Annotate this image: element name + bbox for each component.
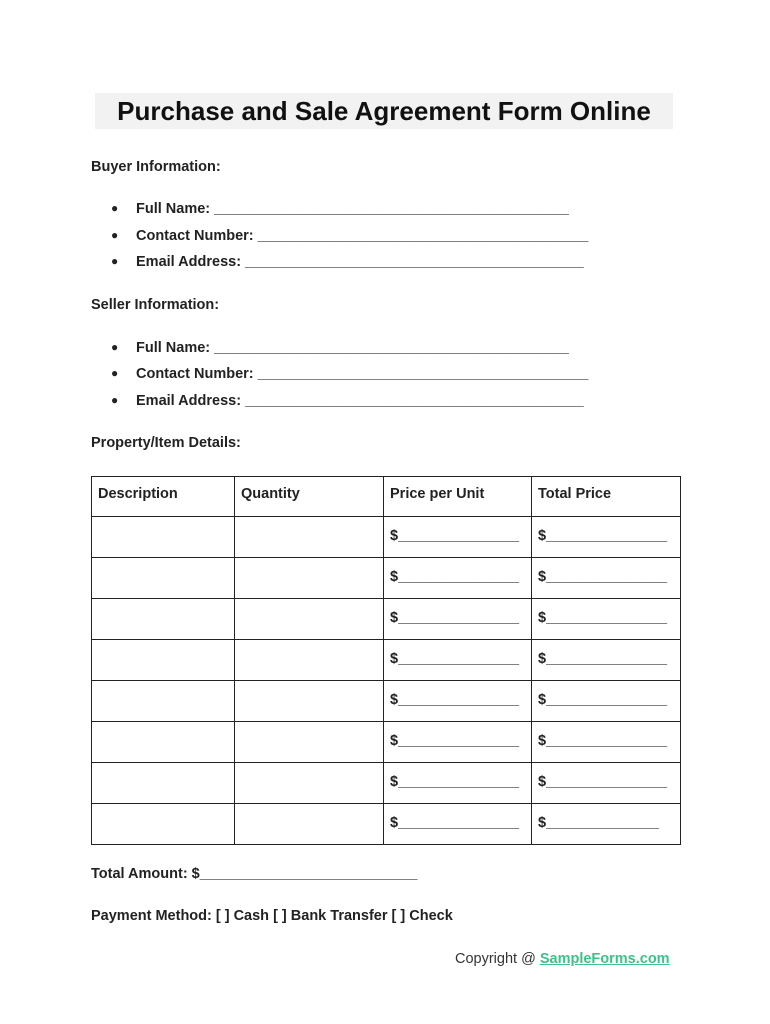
price-per-unit-cell[interactable]: $_______________: [384, 722, 532, 763]
bullet-icon: ●: [111, 228, 119, 242]
buyer-full-name-label: Full Name: ____________________________________________: [136, 201, 569, 217]
quantity-cell[interactable]: [235, 599, 384, 640]
description-cell[interactable]: [92, 681, 235, 722]
quantity-cell[interactable]: [235, 517, 384, 558]
seller-contact-number-label: Contact Number: _________________________________________: [136, 366, 589, 382]
copyright-prefix: Copyright @: [455, 951, 540, 967]
quantity-cell[interactable]: [235, 681, 384, 722]
price-per-unit-cell[interactable]: $_______________: [384, 804, 532, 845]
table-row: [92, 804, 681, 845]
table-row: [92, 722, 681, 763]
table-header-row: [92, 477, 681, 517]
table-row: [92, 763, 681, 804]
column-header-quantity: Quantity: [235, 477, 384, 517]
price-per-unit-cell[interactable]: $_______________: [384, 763, 532, 804]
total-price-cell[interactable]: $______________: [532, 804, 681, 845]
seller-full-name-label: Full Name: ____________________________________________: [136, 340, 569, 356]
buyer-heading: Buyer Information:: [91, 159, 221, 175]
seller-contact-number-field[interactable]: [111, 366, 588, 382]
total-amount-field[interactable]: Total Amount: $___________________________: [91, 866, 418, 882]
description-cell[interactable]: [92, 722, 235, 763]
seller-email-address-label: Email Address: __________________________________________: [136, 393, 584, 409]
price-per-unit-cell[interactable]: $_______________: [384, 681, 532, 722]
buyer-email-address-field[interactable]: [111, 254, 584, 270]
quantity-cell[interactable]: [235, 763, 384, 804]
seller-full-name-field[interactable]: [111, 340, 569, 356]
buyer-contact-number-label: Contact Number: _________________________________________: [136, 228, 589, 244]
property-heading: Property/Item Details:: [91, 435, 241, 451]
total-price-cell[interactable]: $_______________: [532, 722, 681, 763]
description-cell[interactable]: [92, 640, 235, 681]
total-price-cell[interactable]: $_______________: [532, 763, 681, 804]
seller-heading: Seller Information:: [91, 297, 220, 313]
total-price-cell[interactable]: $_______________: [532, 517, 681, 558]
bullet-icon: ●: [111, 393, 119, 407]
quantity-cell[interactable]: [235, 722, 384, 763]
buyer-contact-number-field[interactable]: [111, 228, 588, 244]
bullet-icon: ●: [111, 201, 119, 215]
bullet-icon: ●: [111, 366, 119, 380]
price-per-unit-cell[interactable]: $_______________: [384, 640, 532, 681]
table-row: [92, 558, 681, 599]
items-table: [91, 476, 681, 845]
table-row: [92, 599, 681, 640]
description-cell[interactable]: [92, 599, 235, 640]
buyer-email-address-label: Email Address: __________________________________________: [136, 254, 584, 270]
description-cell[interactable]: [92, 763, 235, 804]
price-per-unit-cell[interactable]: $_______________: [384, 558, 532, 599]
quantity-cell[interactable]: [235, 804, 384, 845]
table-row: [92, 640, 681, 681]
bullet-icon: ●: [111, 254, 119, 268]
total-price-cell[interactable]: $_______________: [532, 599, 681, 640]
brand-link[interactable]: SampleForms.com: [539, 951, 670, 967]
column-header-description: Description: [92, 477, 235, 517]
description-cell[interactable]: [92, 804, 235, 845]
seller-email-address-field[interactable]: [111, 393, 584, 409]
payment-method-field[interactable]: Payment Method: [ ] Cash [ ] Bank Transfer [ ] Check: [91, 908, 453, 924]
description-cell[interactable]: [92, 517, 235, 558]
table-row: [92, 517, 681, 558]
total-price-cell[interactable]: $_______________: [532, 558, 681, 599]
column-header-price-per-unit: Price per Unit: [384, 477, 532, 517]
bullet-icon: ●: [111, 340, 119, 354]
table-row: [92, 681, 681, 722]
copyright-notice: [455, 951, 670, 967]
column-header-total-price: Total Price: [532, 477, 681, 517]
buyer-full-name-field[interactable]: [111, 201, 569, 217]
price-per-unit-cell[interactable]: $_______________: [384, 599, 532, 640]
total-price-cell[interactable]: $_______________: [532, 681, 681, 722]
price-per-unit-cell[interactable]: $_______________: [384, 517, 532, 558]
quantity-cell[interactable]: [235, 640, 384, 681]
page-title: Purchase and Sale Agreement Form Online: [95, 93, 673, 129]
total-price-cell[interactable]: $_______________: [532, 640, 681, 681]
quantity-cell[interactable]: [235, 558, 384, 599]
description-cell[interactable]: [92, 558, 235, 599]
